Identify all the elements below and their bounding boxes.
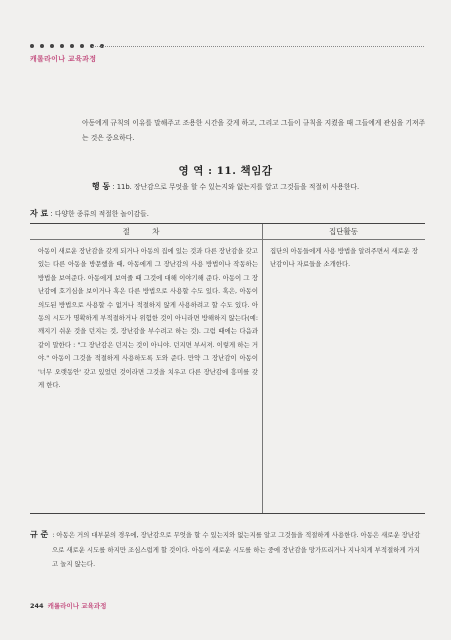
column-divider xyxy=(262,224,263,513)
materials-label: 자 료 xyxy=(30,208,49,218)
materials-line xyxy=(30,208,149,219)
group-activity-column-header: 집단활동 xyxy=(329,227,358,236)
table-header-row xyxy=(30,224,425,240)
domain-title: 영 역 : 11. 책임감 xyxy=(178,165,273,177)
header-dotted-rule xyxy=(92,46,424,47)
criterion-text: : 아동은 거의 대부분의 경우에, 장난감으로 무엇을 할 수 있는지와 없는지를 알고 그것들을 적절하게 사용한다. 아동은 새로운 장난감으로 새로운 시도를 하지만 조심스럽게 할 것이다. 아동이 새로운 시도를 하는 중에 장난감을 망가뜨리거나 지나치게 부적절하게 가지고 놀지 않는다. xyxy=(52,531,421,568)
criterion-note xyxy=(30,527,426,572)
group-activity-cell: 집단의 아동들에게 사용 방법을 알려주면서 새로운 장난감이나 자료들을 소개한다. xyxy=(270,247,419,269)
running-head: 캐롤라이나 교육과정 xyxy=(30,55,97,63)
criterion-label: 규 준 xyxy=(30,529,49,539)
behavior-text: : 11b. 장난감으로 무엇을 할 수 있는지와 없는지를 알고 그것들을 적절히 사용한다. xyxy=(110,183,360,191)
procedure-column-header: 절 차 xyxy=(122,227,170,236)
criterion-body xyxy=(30,527,426,572)
materials-text: : 다양한 종류의 적절한 놀이감들. xyxy=(48,210,149,218)
page-footer xyxy=(30,601,106,610)
behavior-line xyxy=(0,181,451,192)
procedure-table xyxy=(30,223,425,514)
page-number: 244 xyxy=(30,602,44,610)
footer-title: 캐롤라이나 교육과정 xyxy=(47,602,107,610)
behavior-label: 행 동 xyxy=(91,181,111,191)
procedure-cell: 아동이 새로운 장난감을 갖게 되거나 아동의 집에 있는 것과 다른 장난감을 갖고 있는 다른 아동을 방문했을 때, 아동에게 그 장난감의 사용 방법이나 작동하는 방법을 보여준다. 아동에게 보여줄 때 그것에 대해 이야기해 준다. 아동이 그 장난감에 호기심을 보이거나 혹은 다른 방법으로 사용할 수도 있다. 혹은, 아동이 의도된 방법으로 사용할 수 없거나 적절하지 않게 사용하려고 할 수도 있다. 아동의 시도가 명확하게 부적절하거나 위험한 것이 아니라면 방해하지 않는다(예: 깨지기 쉬운 것을 던지는 것, 장난감을 부수려고 하는 것). 그럼 때에는 다음과 같이 말한다 : "그 장난감은 던지는 것이 아니야. 던지면 부서져. 이렇게 하는 거야." 아동이 그것을 적절하게 사용하도록 도와 준다. 만약 그 장난감이 아동이 '너무 오랫동안' 갖고 있었던 것이라면 그것을 치우고 다른 장난감에 흥미를 갖게 한다. xyxy=(38,247,258,390)
intro-paragraph: 아동에게 규칙의 이유를 말해주고 조용한 시간을 갖게 하고, 그리고 그들이 규칙을 지켰을 때 그들에게 관심을 기져주는 것은 중요하다. xyxy=(82,119,426,142)
